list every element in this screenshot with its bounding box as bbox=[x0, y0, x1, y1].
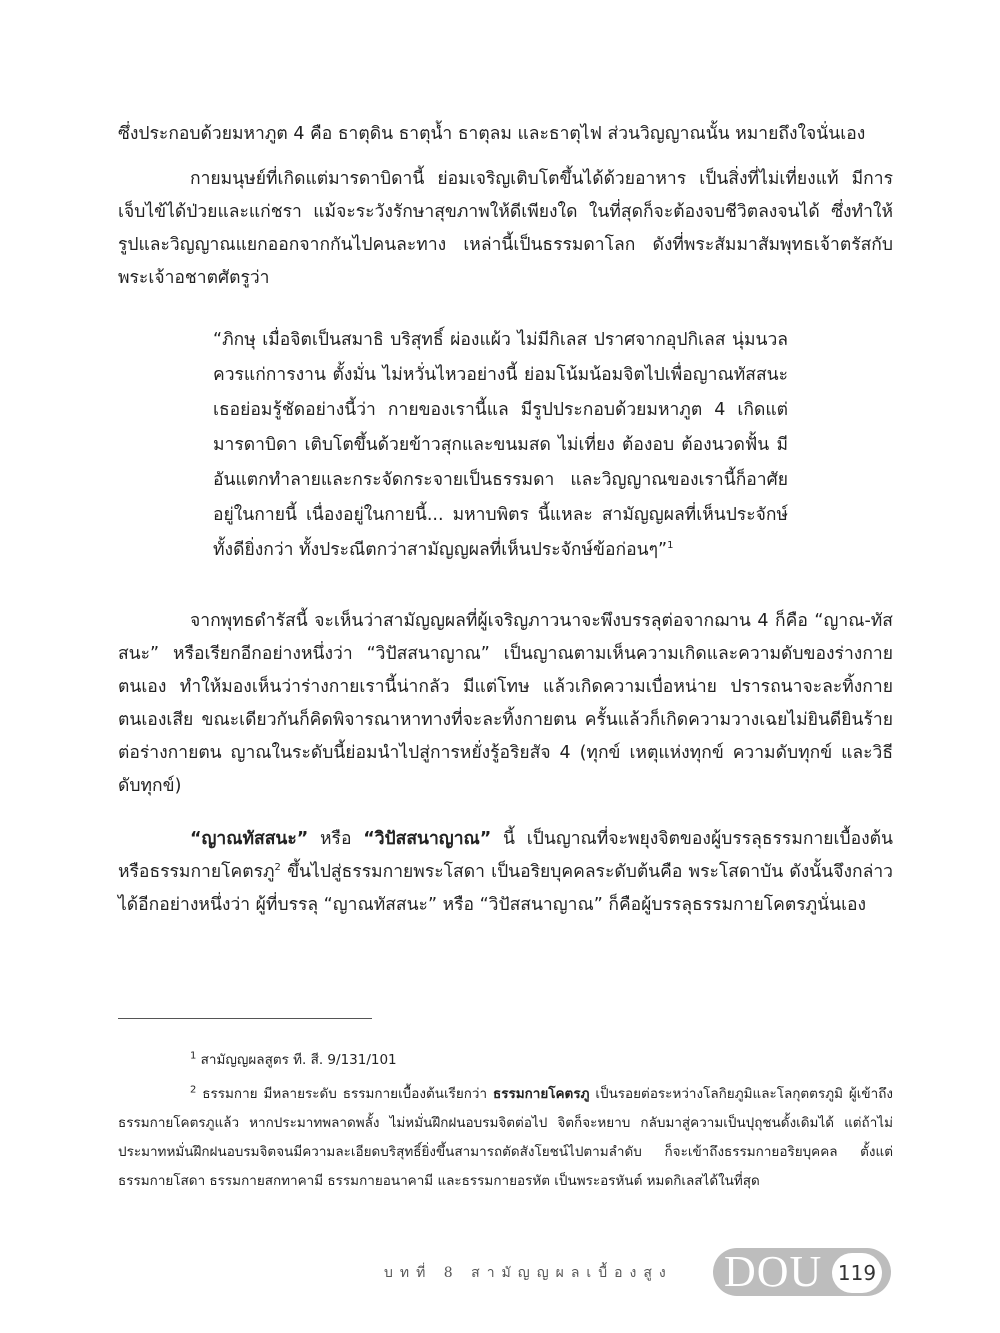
paragraph-body: กายมนุษย์ที่เกิดแต่มารดาบิดานี้ ย่อมเจริญเติบโตขึ้นได้ด้วยอาหาร เป็นสิ่งที่ไม่เที่ยงแท้ มีการเจ็บไข้ได้ป่วยและแก่ชรา แม้จะระวังรักษาสุขภาพให้ดีเพียงใด ในที่สุดก็จะต้องจบชีวิตลงจนได้ ซึ่งทำให้รูปและวิญญาณแยกออกจากกันไปคนละทาง เหล่านี้เป็นธรรมดาโลก ดังที่พระสัมมาสัมพุทธเจ้าตรัสกับพระเจ้าอชาตศัตรูว่า bbox=[118, 169, 893, 288]
block-quote bbox=[213, 323, 788, 568]
quote-text: “ภิกษุ เมื่อจิตเป็นสมาธิ บริสุทธิ์ ผ่องแผ้ว ไม่มีกิเลส ปราศจากอุปกิเลส นุ่มนวล ควรแก่การงาน ตั้งมั่น ไม่หวั่นไหวอย่างนี้ ย่อมโน้มน้อมจิตไปเพื่อญาณทัสสนะ เธอย่อมรู้ชัดอย่างนี้ว่า กายของเรานี้แล มีรูปประกอบด้วยมหาภูต 4 เกิดแต่มารดาบิดา เติบโตขึ้นด้วยข้าวสุกและขนมสด ไม่เที่ยง ต้องอบ ต้องนวดฟั้น มีอันแตกทำลายและกระจัดกระจายเป็นธรรมดา และวิญญาณของเรานี้ก็อาศัยอยู่ในกายนี้ เนื่องอยู่ในกายนี้... มหาบพิตร นี้แหละ สามัญญผลที่เห็นประจักษ์ ทั้งดียิ่งกว่า ทั้งประณีตกว่าสามัญญผลที่เห็นประจักษ์ข้อก่อนๆ” bbox=[213, 330, 788, 560]
bold-term: ธรรมกายโคตรภู bbox=[492, 1086, 590, 1102]
page-number: 119 bbox=[832, 1253, 882, 1293]
footnote-2 bbox=[118, 1080, 893, 1196]
bold-term: “ญาณทัสสนะ” bbox=[190, 829, 309, 849]
chapter-title-footer: บทที่ 8 สามัญญผลเบื้องสูง bbox=[384, 1265, 673, 1281]
inline-text: นี้ เป็นญาณที่จะพยุงจิตของผู้บรรลุธรรมกายเบื้องต้นหรือธรรมกายโคตรภู bbox=[118, 829, 894, 882]
paragraph-body bbox=[118, 823, 893, 922]
bold-term: “วิปัสสนาญาณ” bbox=[363, 829, 492, 849]
footnote-number: 1 bbox=[190, 1050, 197, 1062]
footnote-ref-1[interactable]: 1 bbox=[667, 540, 674, 552]
footnote-1 bbox=[118, 1046, 893, 1075]
paragraph-body: จากพุทธดำรัสนี้ จะเห็นว่าสามัญญผลที่ผู้เจริญภาวนาจะพึงบรรลุต่อจากฌาน 4 ก็คือ “ญาณ-ทัสสนะ” หรือเรียกอีกอย่างหนึ่งว่า “วิปัสสนาญาณ” เป็นญาณตามเห็นความเกิดและความดับของร่างกายตนเอง ทำให้มองเห็นว่าร่างกายเรานี้น่ากลัว มีแต่โทษ แล้วเกิดความเบื่อหน่าย ปรารถนาจะละทิ้งกายตนเองเสีย ขณะเดียวกันก็คิดพิจารณาหาทางที่จะละทิ้งกายตน ครั้นแล้วก็เกิดความวางเฉยไม่ยินดียินร้ายต่อร่างกายตน ญาณในระดับนี้ย่อมนำไปสู่การหยั่งรู้อริยสัจ 4 (ทุกข์ เหตุแห่งทุกข์ ความดับทุกข์ และวิธีดับทุกข์) bbox=[118, 611, 893, 796]
footnote-ref-2[interactable]: 2 bbox=[274, 862, 281, 874]
inline-text: หรือ bbox=[308, 829, 364, 849]
footnote-text: เป็นรอยต่อระหว่างโลกิยภูมิและโลกุตตรภูมิ ผู้เข้าถึงธรรมกายโคตรภูแล้ว หากประมาทพลาดพลั้ง ไม่หมั่นฝึกฝนอบรมจิตต่อไป จิตก็จะหยาบ กลับมาสู่ความเป็นปุถุชนดั้งเดิมได้ แต่ถ้าไม่ประมาทหมั่นฝึกฝนอบรมจิตจนมีความละเอียดบริสุทธิ์ยิ่งขึ้นสามารถตัดสังโยชน์ไปตามลำดับ ก็จะเข้าถึงธรรมกายอริยบุคคล ตั้งแต่ ธรรมกายโสดา ธรรมกายสกทาคามี ธรรมกายอนาคามี และธรรมกายอรหัต เป็นพระอรหันต์ หมดกิเลสได้ในที่สุด bbox=[118, 1086, 893, 1189]
dou-logo: DOU bbox=[724, 1247, 823, 1296]
inline-text: ขึ้นไปสู่ธรรมกายพระโสดา เป็นอริยบุคคลระดับต้นคือ พระโสดาบัน ดังนั้นจึงกล่าวได้อีกอย่างหนึ่งว่า ผู้ที่บรรลุ “ญาณทัสสนะ” หรือ “วิปัสสนาญาณ” ก็คือผู้บรรลุธรรมกายโคตรภูนั่นเอง bbox=[118, 862, 893, 915]
footnote-text: สามัญญผลสูตร ที. สี. 9/131/101 bbox=[196, 1052, 397, 1068]
footnote-divider bbox=[118, 1018, 372, 1019]
footnote-text: ธรรมกาย มีหลายระดับ ธรรมกายเบื้องต้นเรียกว่า bbox=[196, 1086, 493, 1102]
footnote-number: 2 bbox=[190, 1084, 197, 1096]
paragraph-continuation: ซึ่งประกอบด้วยมหาภูต 4 คือ ธาตุดิน ธาตุน้ำ ธาตุลม และธาตุไฟ ส่วนวิญญาณนั้น หมายถึงใจนั่นเอง bbox=[118, 124, 866, 144]
